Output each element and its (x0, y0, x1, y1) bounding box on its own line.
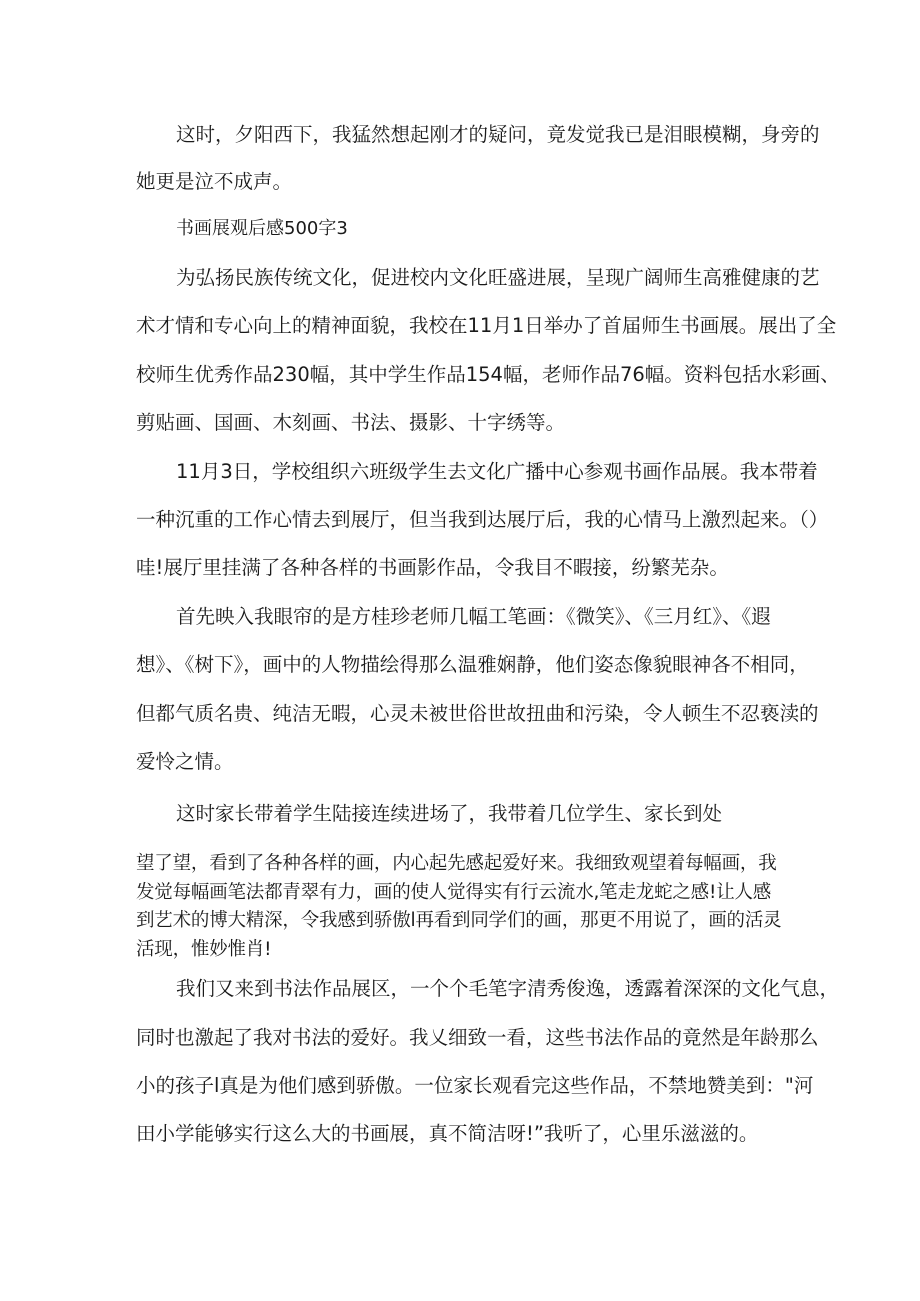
text-line: 首先映入我眼帘的是方桂珍老师几幅工笔画：《微笑》、《三月红》、《遐 (176, 605, 771, 628)
text-line: 发觉每幅画笔法都青翠有力，画的使人觉得实有行云流水,笔走龙蛇之感!让人感 (136, 882, 772, 903)
text-line: 望了望，看到了各种各样的画，内心起先感起爱好来。我细致观望着每幅画，我 (136, 853, 777, 874)
text-line: 田小学能够实行这么大的书画展，真不简洁呀!”我听了，心里乐滋滋的。 (136, 1122, 759, 1145)
text-line: 一种沉重的工作心情去到展厅，但当我到达展厅后，我的心情马上激烈起来。（） (136, 508, 829, 531)
text-line: 剪贴画、国画、木刻画、书法、摄影、十字绣等。 (136, 411, 566, 434)
text-line: 这时，夕阳西下，我猛然想起刚才的疑问，竟发觉我已是泪眼模糊，身旁的 (176, 123, 820, 146)
text-line: 11月3日，学校组织六班级学生去文化广播中心参观书画作品展。我本带着 (176, 460, 818, 483)
text-line: 术才情和专心向上的精神面貌，我校在11月1日举办了首届师生书画展。展出了全 (136, 314, 837, 337)
text-line: 这时家长带着学生陆接连续进场了，我带着几位学生、家长到处 (176, 802, 723, 825)
text-line: 她更是泣不成声。 (136, 170, 293, 193)
text-line: 但都气质名贵、纯洁无暇，心灵未被世俗世故扭曲和污染，令人顿生不忍亵渎的 (136, 702, 819, 725)
text-line: 到艺术的博大精深，令我感到骄傲l再看到同学们的画，那更不用说了，画的活灵 (136, 910, 782, 931)
text-line: 校师生优秀作品230幅，其中学生作品154幅，老师作品76幅。资料包括水彩画、 (136, 363, 840, 386)
text-line: 想》、《树下》，画中的人物描绘得那么温雅娴静，他们姿态像貌眼神各不相同， (136, 653, 809, 676)
text-line: 我们又来到书法作品展区，一个个毛笔字清秀俊逸，透露着深深的文化气息， (176, 977, 840, 1000)
section-heading: 书画展观后感500字3 (176, 218, 348, 239)
text-line: 小的孩子l真是为他们感到骄傲。一位家长观看完这些作品，不禁地赞美到："河 (136, 1074, 814, 1097)
text-line: 同时也激起了我对书法的爱好。我乂细致一看，这些书法作品的竟然是年龄那么 (136, 1026, 819, 1049)
text-line: 为弘扬民族传统文化，促进校内文化旺盛进展，呈现广阔师生高雅健康的艺 (176, 266, 820, 289)
text-line: 爱怜之情。 (136, 750, 234, 773)
text-line: 活现，惟妙惟肖! (136, 939, 272, 960)
text-line: 哇!展厅里挂满了各种各样的书画影作品，令我目不暇接，纷繁芜杂。 (136, 556, 729, 579)
